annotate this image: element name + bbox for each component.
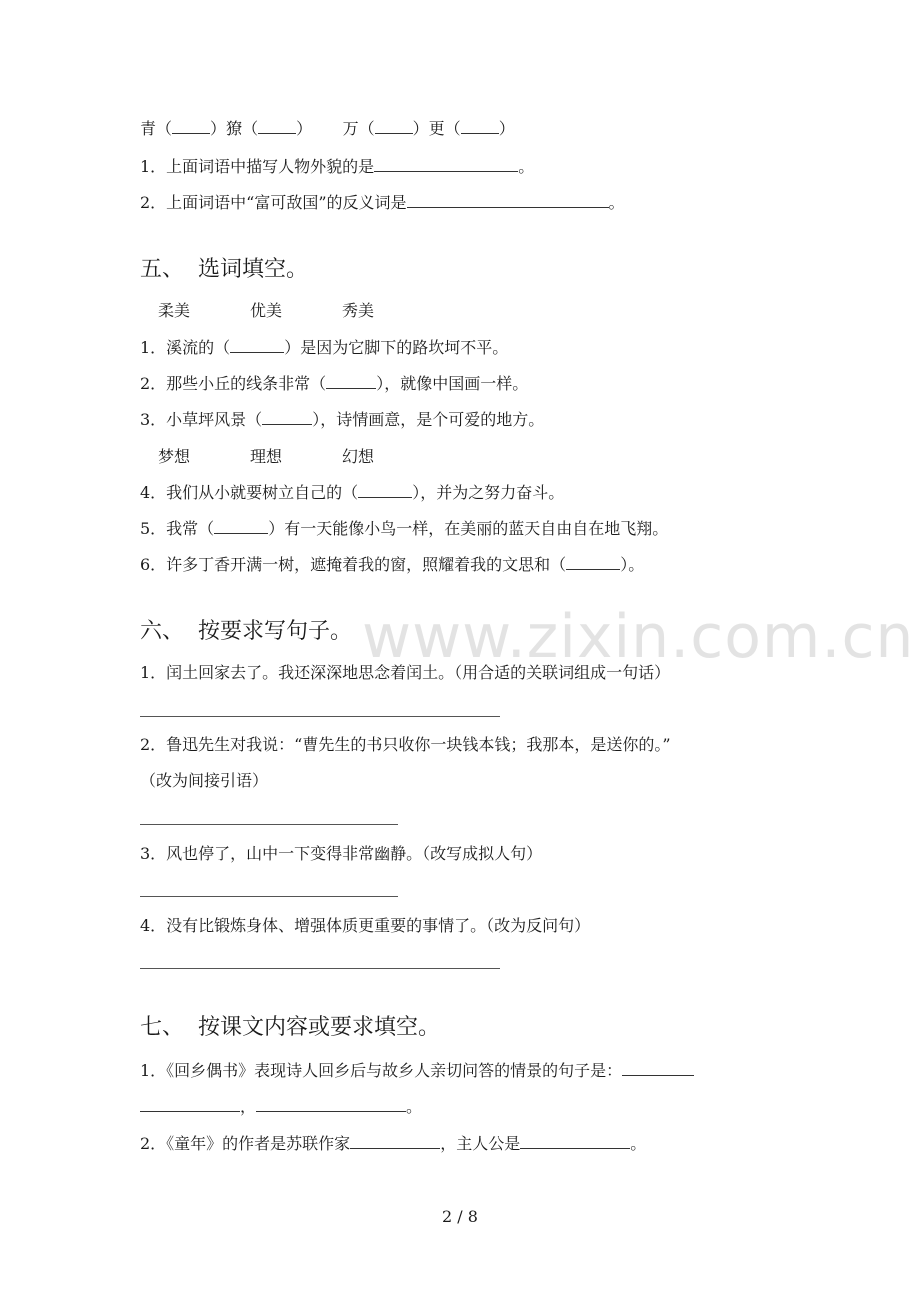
question-line: 4．我们从小就要树立自己的（ ），并为之努力奋斗。 (140, 483, 565, 502)
question-line: 5．我常（ ）有一天能像小鸟一样，在美丽的蓝天自由自在地飞翔。 (140, 519, 669, 538)
question-line: 2．鲁迅先生对我说：“曹先生的书只收你一块钱本钱；我那本，是送你的。” (140, 735, 671, 754)
word-list-row: 青（ ）獠（ ） 万（ ）更（ ） (140, 119, 515, 138)
question-line-cont: ， 。 (140, 1096, 422, 1118)
question-line: 6．许多丁香开满一树，遮掩着我的窗，照耀着我的文思和（ ）。 (140, 555, 645, 574)
question-line: 3．风也停了，山中一下变得非常幽静。（改写成拟人句） (140, 844, 543, 863)
question-line: 1．溪流的（ ）是因为它脚下的路坎坷不平。 (140, 338, 509, 357)
question-line: 4．没有比锻炼身体、增强体质更重要的事情了。（改为反问句） (140, 916, 591, 935)
word: 万 (342, 119, 359, 138)
word: 獠 (226, 119, 243, 138)
question-line: 2．上面词语中“富可敌国”的反义词是 。 (140, 193, 625, 212)
question-line-cont: （改为间接引语） (140, 771, 269, 790)
page-number: 2 / 8 (442, 1207, 478, 1226)
word-choices-1: 柔美 优美 秀美 (158, 301, 375, 320)
answer-line (140, 716, 500, 717)
section-title-5: 五、 选词填空。 (140, 257, 308, 282)
section-title-6: 六、 按要求写句子。 (140, 619, 352, 644)
answer-line (140, 824, 398, 825)
question-line: 1．《回乡偶书》表现诗人回乡后与故乡人亲切问答的情景的句子是： (140, 1060, 694, 1082)
watermark: www.zixin.com.cn (362, 602, 915, 672)
question-line: 3．小草坪风景（ ），诗情画意，是个可爱的地方。 (140, 410, 545, 429)
question-line: 2．那些小丘的线条非常（ ），就像中国画一样。 (140, 374, 529, 393)
question-line: 1．上面词语中描写人物外貌的是 。 (140, 157, 535, 176)
word: 青 (140, 119, 157, 138)
answer-line (140, 968, 500, 969)
section-title-7: 七、 按课文内容或要求填空。 (140, 1015, 440, 1040)
answer-line (140, 896, 398, 897)
word-choices-2: 梦想 理想 幻想 (158, 447, 375, 466)
word: 更 (428, 119, 445, 138)
question-line: 1．闰土回家去了。我还深深地思念着闰土。（用合适的关联词组成一句话） (140, 663, 671, 682)
question-line: 2．《童年》的作者是苏联作家 ，主人公是 。 (140, 1134, 647, 1153)
